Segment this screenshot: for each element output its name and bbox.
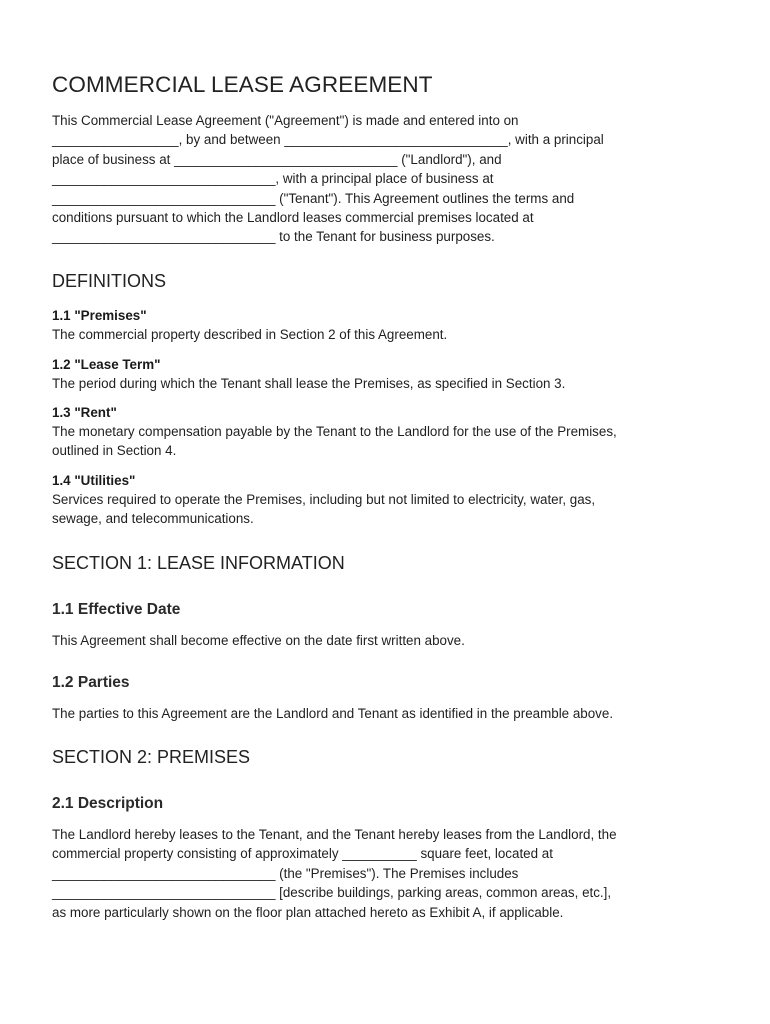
definition-item — [52, 355, 722, 393]
intro-line: This Commercial Lease Agreement ("Agreement") is made and entered into on — [52, 113, 519, 128]
definition-title: 1.1 "Premises" — [52, 308, 147, 323]
effective-date-heading: 1.1 Effective Date — [52, 601, 181, 618]
parties-heading: 1.2 Parties — [52, 674, 130, 691]
definition-title: 1.2 "Lease Term" — [52, 357, 161, 372]
section-1-heading: SECTION 1: LEASE INFORMATION — [52, 553, 345, 573]
description-line: as more particularly shown on the floor plan attached hereto as Exhibit A, if applicable. — [52, 904, 564, 920]
description-line: ______________________________ (the "Premises"). The Premises includes — [52, 865, 519, 881]
description-heading: 2.1 Description — [52, 795, 164, 812]
section-2-heading: SECTION 2: PREMISES — [52, 747, 251, 767]
intro-line: ______________________________ to the Tenant for business purposes. — [52, 229, 495, 245]
intro-line: place of business at ______________________________ ("Landlord"), and — [52, 151, 502, 167]
definition-text: The monetary compensation payable by the Tenant to the Landlord for the use of the Premises, outlined in Section 4. — [52, 424, 617, 459]
definitions-heading: DEFINITIONS — [52, 271, 167, 291]
intro-line: ______________________________ ("Tenant"). This Agreement outlines the terms and — [52, 190, 575, 206]
intro-paragraph — [52, 111, 722, 247]
description-paragraph — [52, 825, 722, 922]
definition-item — [52, 471, 722, 529]
intro-line: _________________, by and between ______________________________, with a principal — [52, 132, 604, 148]
definition-item — [52, 306, 722, 344]
intro-line: ______________________________, with a principal place of business at — [52, 171, 494, 187]
intro-line: conditions pursuant to which the Landlord leases commercial premises located at — [52, 210, 534, 226]
definition-text: Services required to operate the Premises, including but not limited to electricity, water, gas, sewage, and telecommunications. — [52, 492, 596, 527]
description-line: commercial property consisting of approximately __________ square feet, located at — [52, 846, 553, 862]
definition-title: 1.4 "Utilities" — [52, 473, 136, 488]
definition-title: 1.3 "Rent" — [52, 405, 117, 420]
description-line: ______________________________ [describe buildings, parking areas, common areas, etc.], — [52, 885, 612, 901]
effective-date-text: This Agreement shall become effective on the date first written above. — [52, 633, 465, 648]
definition-text: The period during which the Tenant shall lease the Premises, as specified in Section 3. — [52, 376, 566, 391]
definition-item — [52, 403, 722, 461]
description-line: The Landlord hereby leases to the Tenant, and the Tenant hereby leases from the Landlord, the — [52, 827, 617, 842]
parties-text: The parties to this Agreement are the Landlord and Tenant as identified in the preamble above. — [52, 706, 614, 721]
document-title: COMMERCIAL LEASE AGREEMENT — [52, 72, 433, 97]
definition-text: The commercial property described in Section 2 of this Agreement. — [52, 327, 448, 342]
